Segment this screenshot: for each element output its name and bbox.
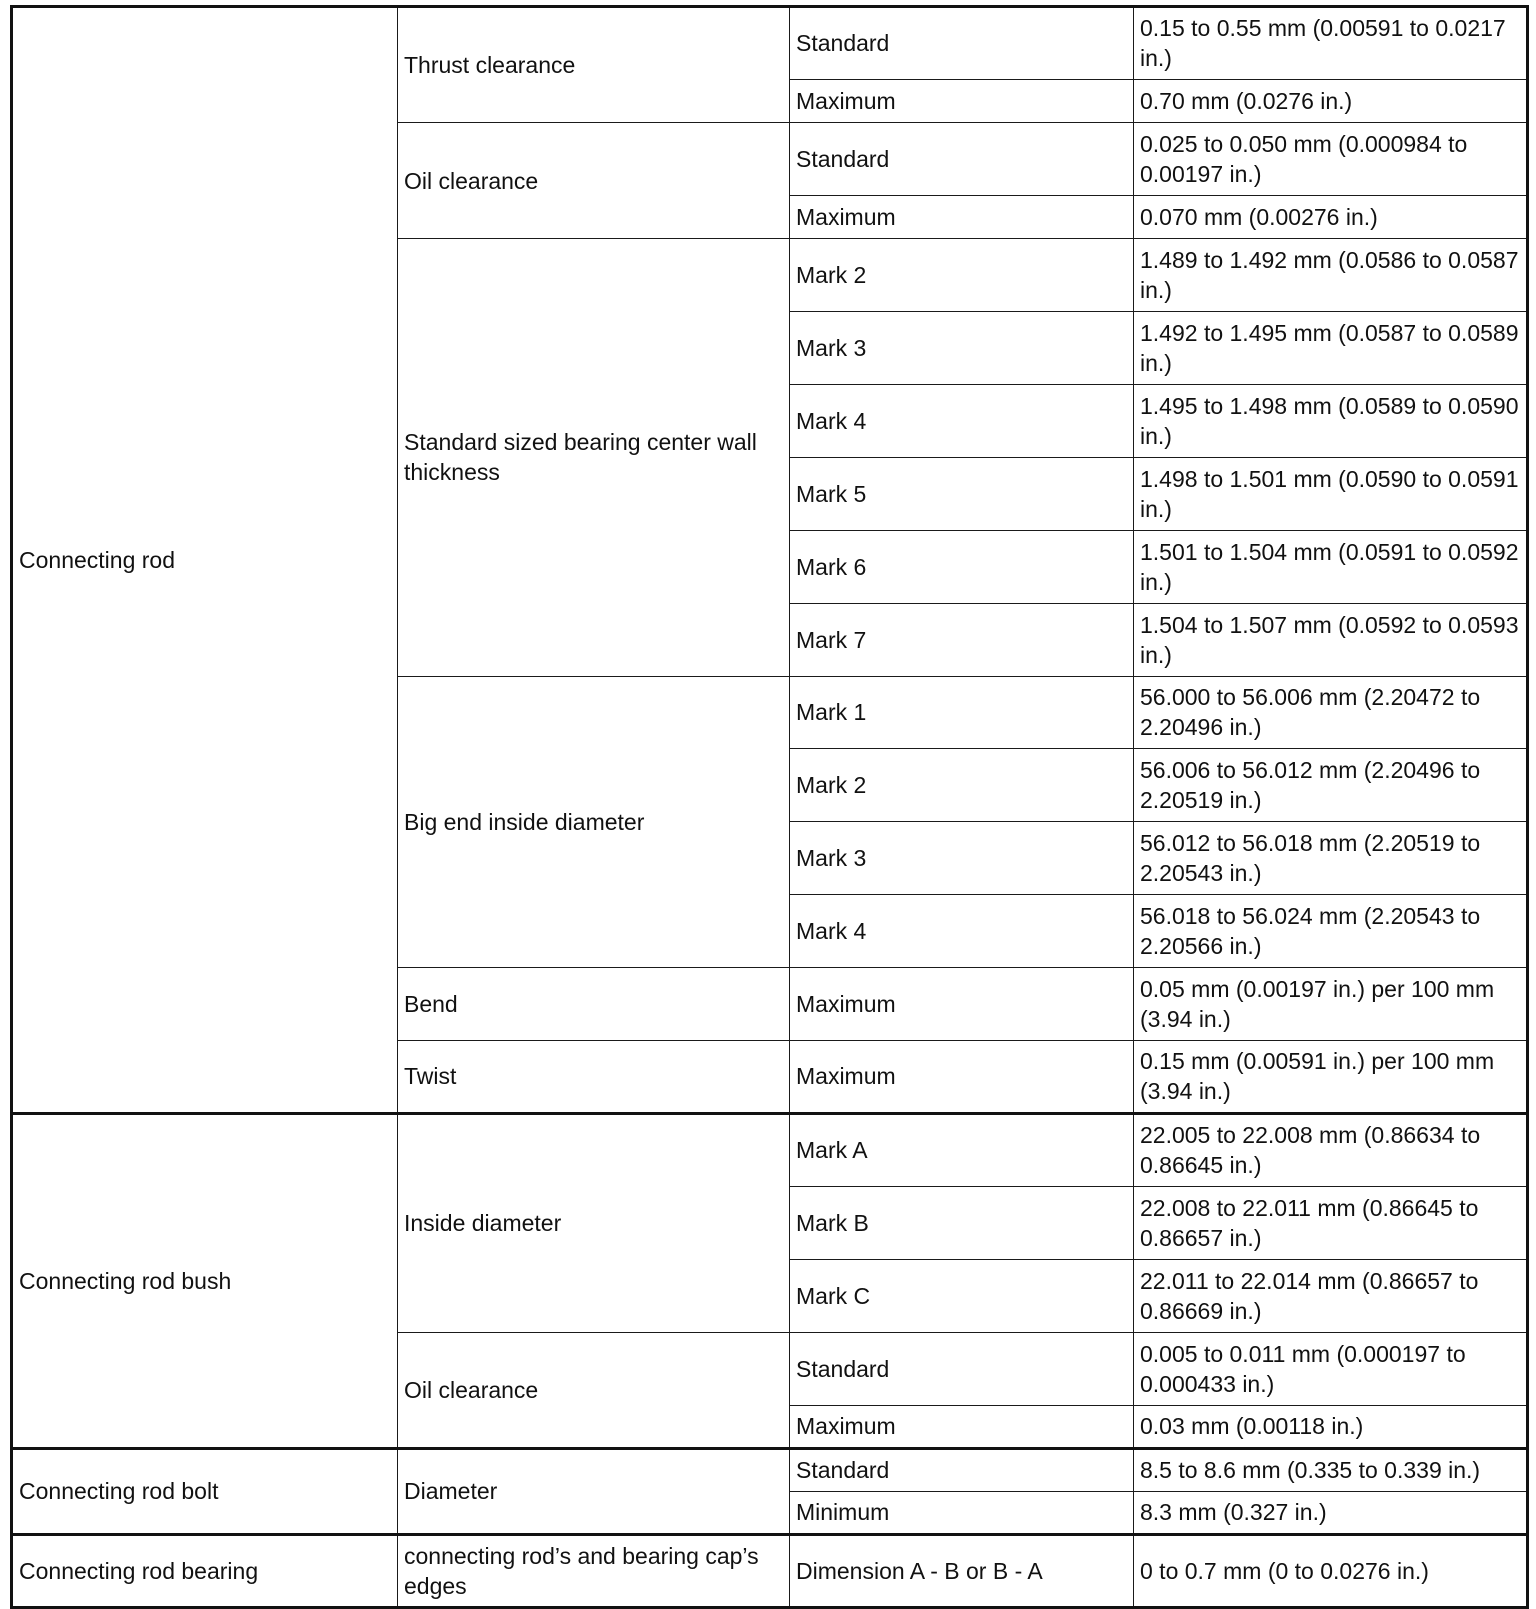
value-cell: 56.012 to 56.018 mm (2.20519 to 2.20543 in.)	[1134, 822, 1528, 895]
condition-cell: Dimension A - B or B - A	[790, 1534, 1134, 1607]
condition-cell: Standard	[790, 123, 1134, 196]
value-cell: 56.006 to 56.012 mm (2.20496 to 2.20519 in.)	[1134, 749, 1528, 822]
spec-table	[10, 5, 1529, 1609]
value-cell: 0.070 mm (0.00276 in.)	[1134, 195, 1528, 238]
value-cell: 22.005 to 22.008 mm (0.86634 to 0.86645 in.)	[1134, 1113, 1528, 1186]
value-cell: 0.15 mm (0.00591 in.) per 100 mm (3.94 in.)	[1134, 1041, 1528, 1114]
value-cell: 8.5 to 8.6 mm (0.335 to 0.339 in.)	[1134, 1448, 1528, 1491]
value-cell: 1.504 to 1.507 mm (0.0592 to 0.0593 in.)	[1134, 603, 1528, 676]
condition-cell: Mark 4	[790, 895, 1134, 968]
condition-cell: Mark 6	[790, 530, 1134, 603]
condition-cell: Mark 7	[790, 603, 1134, 676]
value-cell: 0.005 to 0.011 mm (0.000197 to 0.000433 in.)	[1134, 1332, 1528, 1405]
condition-cell: Maximum	[790, 1405, 1134, 1448]
item-name-cell: Oil clearance	[398, 123, 790, 239]
condition-cell: Mark A	[790, 1113, 1134, 1186]
item-name-cell: Big end inside diameter	[398, 676, 790, 968]
table-row	[12, 1113, 1528, 1186]
value-cell: 1.492 to 1.495 mm (0.0587 to 0.0589 in.)	[1134, 311, 1528, 384]
item-name-cell: Thrust clearance	[398, 7, 790, 123]
value-cell: 0.05 mm (0.00197 in.) per 100 mm (3.94 in.)	[1134, 968, 1528, 1041]
condition-cell: Mark 1	[790, 676, 1134, 749]
component-cell: Connecting rod bearing	[12, 1534, 398, 1607]
condition-cell: Mark 3	[790, 311, 1134, 384]
item-name-cell: Oil clearance	[398, 1332, 790, 1448]
condition-cell: Mark 2	[790, 749, 1134, 822]
table-row	[12, 1534, 1528, 1607]
condition-cell: Maximum	[790, 195, 1134, 238]
value-cell: 8.3 mm (0.327 in.)	[1134, 1491, 1528, 1534]
item-name-cell: connecting rod’s and bearing cap’s edges	[398, 1534, 790, 1607]
value-cell: 22.008 to 22.011 mm (0.86645 to 0.86657 in.)	[1134, 1186, 1528, 1259]
spec-table-body	[12, 7, 1528, 1608]
table-row	[12, 1448, 1528, 1491]
item-name-cell: Standard sized bearing center wall thickness	[398, 239, 790, 676]
item-name-cell: Inside diameter	[398, 1113, 790, 1332]
value-cell: 1.495 to 1.498 mm (0.0589 to 0.0590 in.)	[1134, 384, 1528, 457]
component-cell: Connecting rod bolt	[12, 1448, 398, 1534]
value-cell: 1.489 to 1.492 mm (0.0586 to 0.0587 in.)	[1134, 239, 1528, 312]
condition-cell: Standard	[790, 1448, 1134, 1491]
condition-cell: Standard	[790, 7, 1134, 80]
condition-cell: Mark 2	[790, 239, 1134, 312]
condition-cell: Maximum	[790, 1041, 1134, 1114]
value-cell: 56.000 to 56.006 mm (2.20472 to 2.20496 in.)	[1134, 676, 1528, 749]
item-name-cell: Twist	[398, 1041, 790, 1114]
condition-cell: Maximum	[790, 79, 1134, 122]
condition-cell: Mark 5	[790, 457, 1134, 530]
condition-cell: Mark C	[790, 1259, 1134, 1332]
value-cell: 1.498 to 1.501 mm (0.0590 to 0.0591 in.)	[1134, 457, 1528, 530]
table-row	[12, 7, 1528, 80]
value-cell: 1.501 to 1.504 mm (0.0591 to 0.0592 in.)	[1134, 530, 1528, 603]
value-cell: 0.15 to 0.55 mm (0.00591 to 0.0217 in.)	[1134, 7, 1528, 80]
value-cell: 56.018 to 56.024 mm (2.20543 to 2.20566 in.)	[1134, 895, 1528, 968]
value-cell: 22.011 to 22.014 mm (0.86657 to 0.86669 in.)	[1134, 1259, 1528, 1332]
condition-cell: Minimum	[790, 1491, 1134, 1534]
component-cell: Connecting rod bush	[12, 1113, 398, 1448]
component-cell: Connecting rod	[12, 7, 398, 1114]
value-cell: 0.70 mm (0.0276 in.)	[1134, 79, 1528, 122]
item-name-cell: Bend	[398, 968, 790, 1041]
value-cell: 0.025 to 0.050 mm (0.000984 to 0.00197 in.)	[1134, 123, 1528, 196]
value-cell: 0.03 mm (0.00118 in.)	[1134, 1405, 1528, 1448]
condition-cell: Mark B	[790, 1186, 1134, 1259]
value-cell: 0 to 0.7 mm (0 to 0.0276 in.)	[1134, 1534, 1528, 1607]
condition-cell: Mark 3	[790, 822, 1134, 895]
item-name-cell: Diameter	[398, 1448, 790, 1534]
condition-cell: Mark 4	[790, 384, 1134, 457]
condition-cell: Standard	[790, 1332, 1134, 1405]
condition-cell: Maximum	[790, 968, 1134, 1041]
